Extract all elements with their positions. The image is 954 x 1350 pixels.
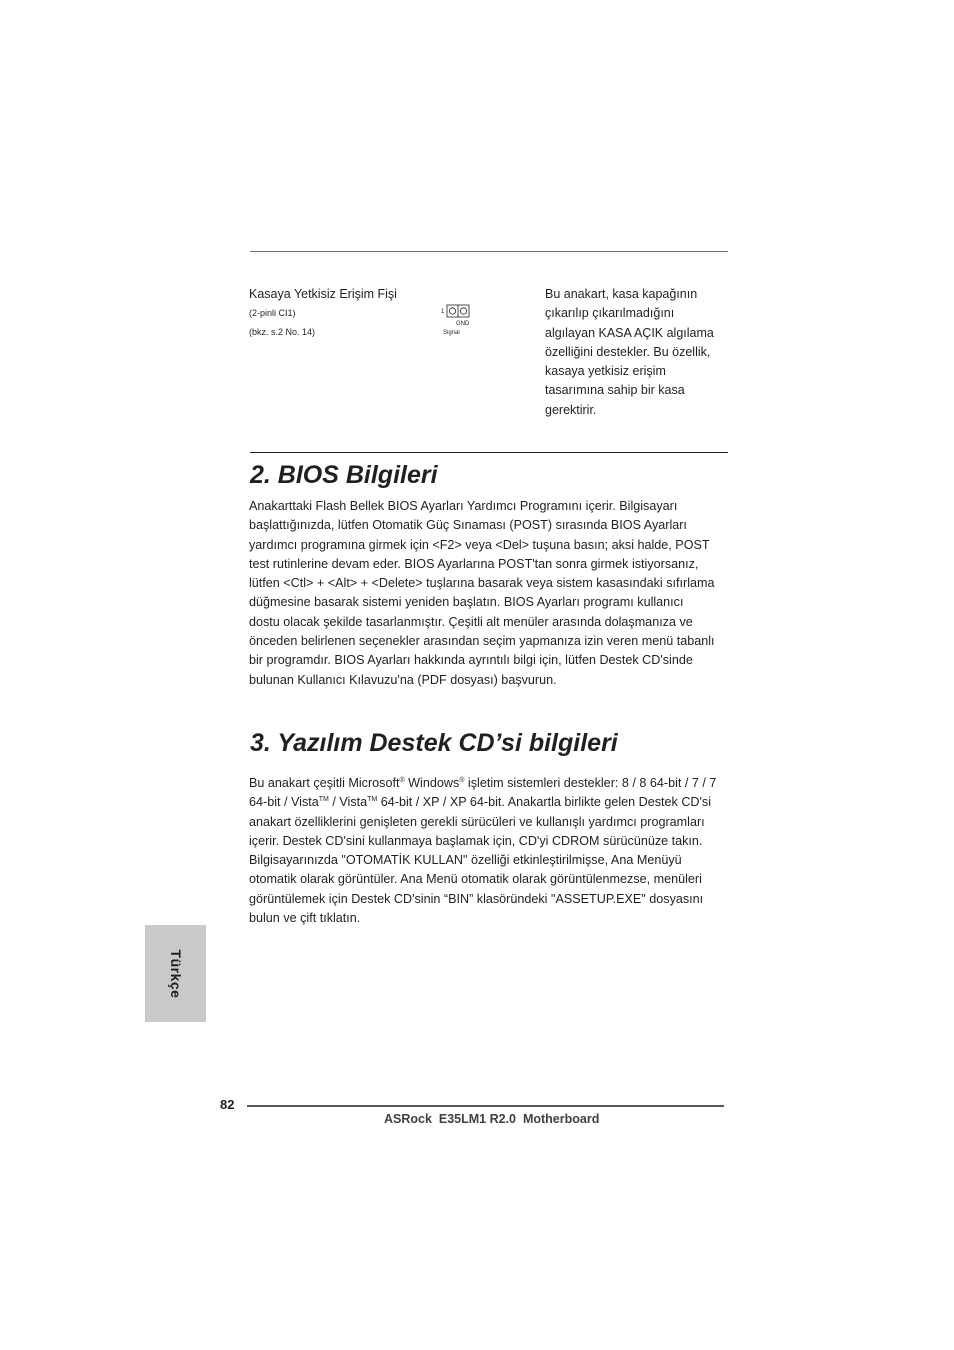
section2-title: 2. BIOS Bilgileri: [250, 461, 438, 489]
signal-label: Signal: [443, 330, 460, 336]
paragraph-line: Bilgisayarınızda "OTOMATİK KULLAN" özelliği etkinleştirilmişse, Ana Menüyü: [249, 853, 682, 868]
paragraph-line: anakart özelliklerini genişleten gerekli sürücüleri ve kullanışlı yardımcı programları: [249, 814, 705, 829]
section3-title: 3. Yazılım Destek CD’si bilgileri: [250, 729, 618, 757]
connector-description: [545, 285, 735, 420]
text-run: 64-bit / Vista: [249, 795, 319, 810]
text-run: işletim sistemleri destekler: 8 / 8 64-bit / 7 / 7: [464, 776, 717, 790]
text-run: 64-bit / XP / XP 64-bit. Anakartla birlikte gelen Destek CD'si: [377, 795, 712, 810]
paragraph-line: görüntülemek için Destek CD'sinin “BIN” klasöründeki "ASSETUP.EXE" dosyasını: [249, 891, 704, 906]
connector-reference: (bkz. s.2 No. 14): [249, 327, 316, 337]
text-run: Windows: [404, 776, 460, 790]
description-line: özelliğini destekler. Bu özellik,: [545, 344, 711, 359]
paragraph-line: düğmesine basarak sistemi yeniden başlatın. BIOS Ayarları programı kullanıcı: [249, 595, 684, 610]
trademark-mark: TM: [367, 796, 378, 804]
paragraph-line: dostu olacak şekilde tasarlanmıştır. Çeşitli alt menüler arasında dolaşmanıza ve: [249, 614, 693, 629]
section2-rule: [250, 452, 728, 453]
pin1-label: 1: [441, 309, 445, 315]
registered-mark: ®: [399, 776, 405, 784]
section3-body: [249, 774, 739, 928]
description-line: gerektirir.: [545, 402, 597, 417]
paragraph-line: içerir. Destek CD'sini kullanmaya başlamak için, CD'yi CDROM sürücünüze takın.: [249, 833, 703, 848]
paragraph-line: bir programdır. BIOS Ayarları hakkında ayrıntılı bilgi için, lütfen Destek CD'sinde: [249, 653, 693, 668]
top-rule: [250, 251, 728, 252]
text-run: Bu anakart çeşitli Microsoft: [249, 776, 400, 790]
paragraph-line: [249, 774, 739, 793]
page-number: 82: [220, 1097, 235, 1112]
paragraph-line: Anakarttaki Flash Bellek BIOS Ayarları Yardımcı Programını içerir. Bilgisayarı: [249, 499, 678, 513]
language-side-tab: [145, 925, 206, 1022]
chassis-intrusion-header-diagram: [438, 302, 478, 338]
description-line: kasaya yetkisiz erişim: [545, 364, 666, 379]
paragraph-line: [249, 793, 739, 812]
description-line: Bu anakart, kasa kapağının: [545, 287, 698, 301]
connector-title: Kasaya Yetkisiz Erişim Fişi: [249, 287, 397, 301]
section2-body: [249, 497, 739, 690]
paragraph-line: bulun ve çift tıklatın.: [249, 911, 361, 926]
connector-pin-spec: (2-pinli CI1): [249, 308, 296, 318]
paragraph-line: bulunan Kullanıcı Kılavuzu'na (PDF dosyası) başvurun.: [249, 672, 557, 687]
text-run: / Vista: [328, 795, 368, 810]
gnd-label: GND: [456, 321, 470, 327]
trademark-mark: TM: [318, 796, 329, 804]
footer-rule: [247, 1105, 724, 1107]
description-line: çıkarılıp çıkarılmadığını: [545, 306, 675, 321]
registered-mark: ®: [459, 776, 465, 784]
paragraph-line: yardımcı programına girmek için <F2> veya <Del> tuşuna basın; aksi halde, POST: [249, 537, 710, 552]
footer-product-name: ASRock E35LM1 R2.0 Motherboard: [384, 1112, 600, 1126]
paragraph-line: otomatik olarak görüntüler. Ana Menü otomatik olarak görüntülenmezse, menüleri: [249, 872, 702, 887]
description-line: tasarımına sahip bir kasa: [545, 383, 685, 398]
language-tab-label: Türkçe: [167, 949, 184, 998]
paragraph-line: başlattığınızda, lütfen Otomatik Güç Sınaması (POST) sırasında BIOS Ayarları: [249, 518, 687, 533]
paragraph-line: önceden belirlenen seçenekler arasından seçim yapmanıza izin veren menü tabanlı: [249, 634, 715, 649]
paragraph-line: lütfen <Ctl> + <Alt> + <Delete> tuşlarına basarak veya sistem kasasındaki sıfırlama: [249, 576, 715, 591]
paragraph-line: test rutinlerine devam eder. BIOS Ayarlarına POST'tan sonra girmek istiyorsanız,: [249, 556, 699, 571]
description-line: algılayan KASA AÇIK algılama: [545, 325, 714, 340]
